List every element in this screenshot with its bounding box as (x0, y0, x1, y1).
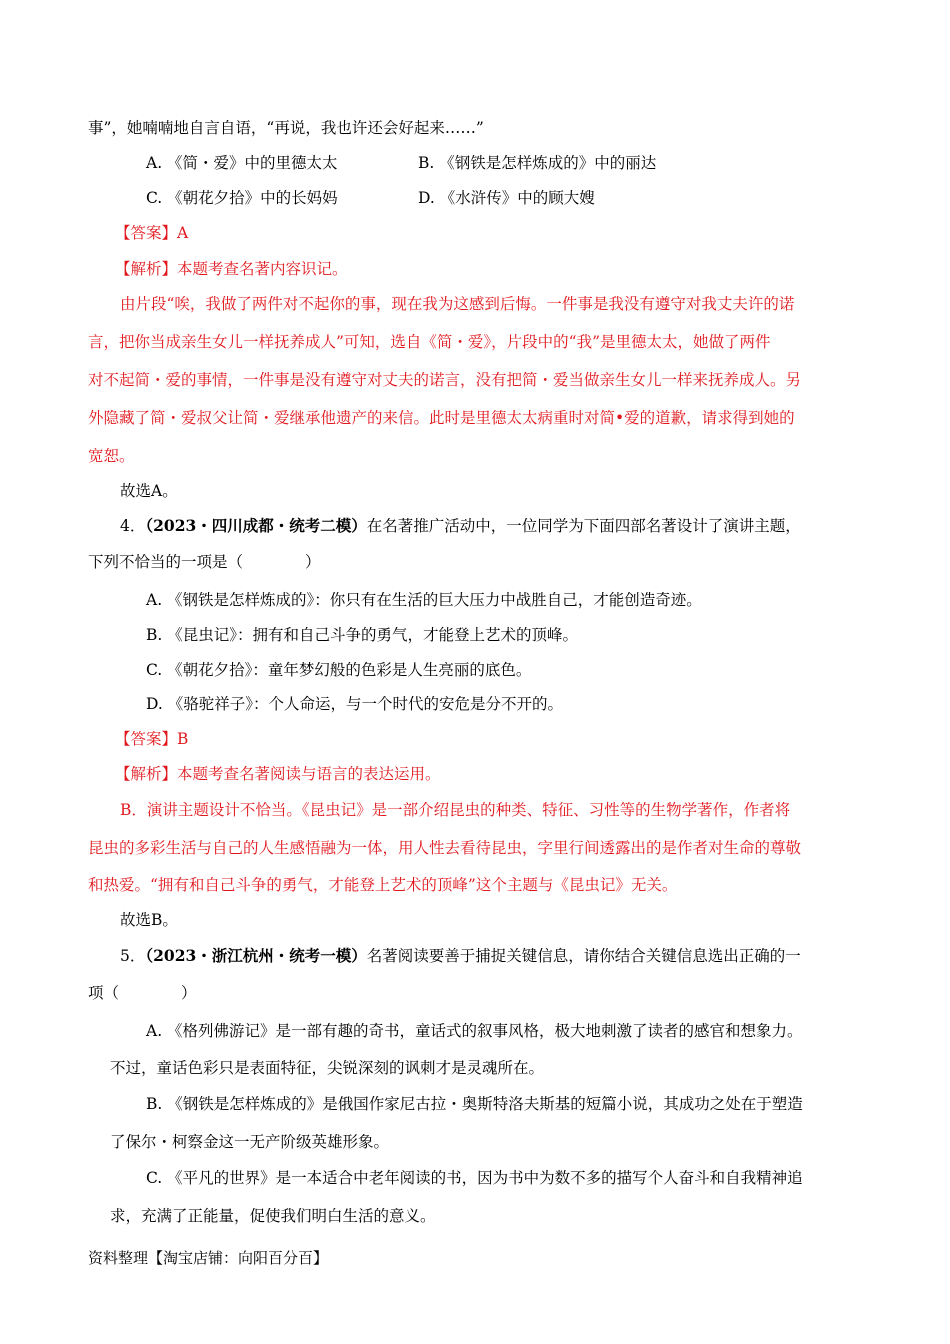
q4-analysis-line: B．演讲主题设计不恰当。《昆虫记》是一部介绍昆虫的种类、特征、习性等的生物学著作，作者将 (120, 801, 791, 819)
q5-option-b-cont: 了保尔・柯察金这一无产阶级英雄形象。 (110, 1133, 390, 1151)
q4-answer: 【答案】B (115, 730, 189, 748)
q4-option-c: C. 《朝花夕拾》：童年梦幻般的色彩是人生亮丽的底色。 (146, 661, 532, 679)
q5-option-a: A. 《格列佛游记》是一部有趣的奇书，童话式的叙事风格，极大地刺激了读者的感官和想象力。 (146, 1022, 803, 1040)
q4-option-b: B. 《昆虫记》：拥有和自己斗争的勇气，才能登上艺术的顶峰。 (146, 626, 578, 644)
q3-option-b: B. 《钢铁是怎样炼成的》中的丽达 (418, 154, 657, 172)
q3-analysis-line: 外隐藏了简・爱叔父让简・爱继承他遗产的来信。此时是里德太太病重时对简•爱的道歉，请求得到她的 (88, 409, 795, 427)
q5-stem-line-1 (120, 945, 801, 967)
q5-option-c-cont: 求，充满了正能量，促使我们明白生活的意义。 (110, 1207, 436, 1225)
q5-source: （2023・浙江杭州・统考一模） (145, 946, 367, 965)
q4-analysis-label: 【解析】本题考查名著阅读与语言的表达运用。 (115, 765, 441, 783)
q3-analysis-line: 言，把你当成亲生女儿一样抚养成人”可知，选自《简・爱》，片段中的“我”是里德太太，她做了两件 (88, 333, 771, 351)
q5-option-c: C. 《平凡的世界》是一本适合中老年阅读的书，因为书中为数不多的描写个人奋斗和自我精神追 (146, 1169, 803, 1187)
q4-stem-text: 在名著推广活动中，一位同学为下面四部名著设计了演讲主题， (366, 517, 801, 535)
q3-analysis-label: 【解析】本题考查名著内容识记。 (115, 260, 348, 278)
q3-stem-tail: 事”，她喃喃地自言自语，“再说，我也许还会好起来……” (88, 119, 484, 137)
q3-option-a: A. 《简・爱》中的里德太太 (146, 154, 338, 172)
q4-analysis-line: 和热爱。“拥有和自己斗争的勇气，才能登上艺术的顶峰”这个主题与《昆虫记》无关。 (88, 876, 678, 894)
q3-choose: 故选A。 (120, 482, 178, 500)
q3-option-c: C. 《朝花夕拾》中的长妈妈 (146, 189, 338, 207)
q3-answer: 【答案】A (115, 224, 189, 242)
q3-analysis-line: 对不起简・爱的事情，一件事是没有遵守对丈夫的诺言，没有把简・爱当做亲生女儿一样来抚养成人。另 (88, 371, 802, 389)
q3-option-d: D. 《水浒传》中的顾大嫂 (418, 189, 595, 207)
q4-option-d: D. 《骆驼祥子》：个人命运，与一个时代的安危是分不开的。 (146, 695, 563, 713)
q5-stem-text: 名著阅读要善于捕捉关键信息，请你结合关键信息选出正确的一 (366, 947, 801, 965)
q5-option-a-cont: 不过，童话色彩只是表面特征，尖锐深刻的讽刺才是灵魂所在。 (110, 1059, 545, 1077)
q4-choose: 故选B。 (120, 911, 178, 929)
q4-stem-line-2: 下列不恰当的一项是（ ） (88, 553, 321, 571)
q5-stem-line-2: 项（ ） (88, 984, 197, 1002)
q4-source: （2023・四川成都・统考二模） (145, 516, 367, 535)
q4-stem-line-1 (120, 515, 801, 537)
q4-analysis-line: 昆虫的多彩生活与自己的人生感悟融为一体，用人性去看待昆虫，字里行间透露出的是作者对生命的尊敬 (88, 839, 802, 857)
page-footer: 资料整理【淘宝店铺：向阳百分百】 (88, 1249, 329, 1267)
q3-analysis-line: 宽恕。 (88, 447, 135, 465)
q5-option-b: B. 《钢铁是怎样炼成的》是俄国作家尼古拉・奥斯特洛夫斯基的短篇小说，其成功之处在于塑造 (146, 1095, 803, 1113)
q4-number: 4． (120, 517, 146, 535)
q4-option-a: A. 《钢铁是怎样炼成的》：你只有在生活的巨大压力中战胜自己，才能创造奇迹。 (146, 591, 702, 609)
q3-analysis-line: 由片段“唉，我做了两件对不起你的事，现在我为这感到后悔。一件事是我没有遵守对我丈夫许的诺 (120, 295, 795, 313)
q5-number: 5． (120, 947, 146, 965)
